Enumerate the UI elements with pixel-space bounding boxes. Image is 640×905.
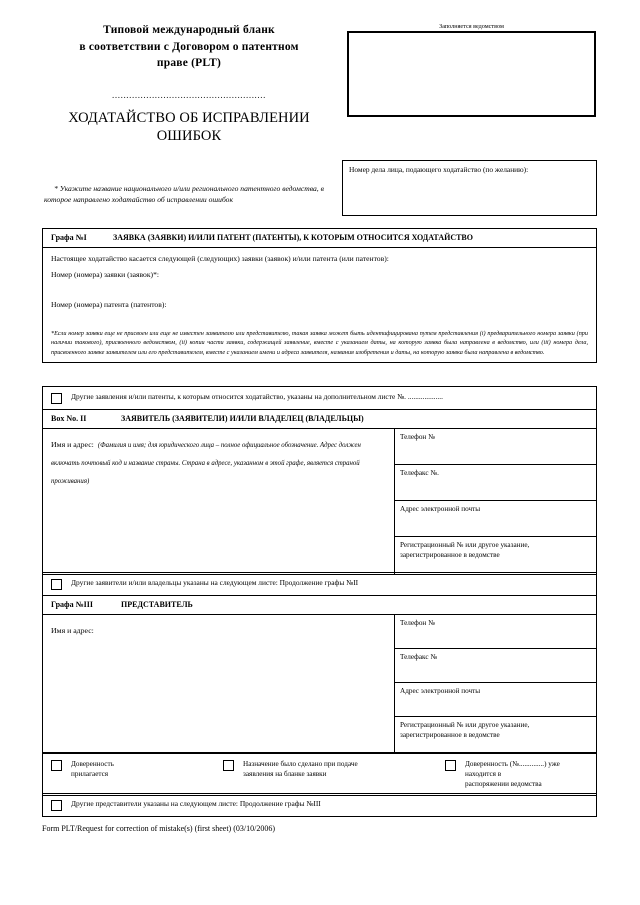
- title-line-2: в соответствии с Договором о патентном: [79, 40, 299, 53]
- appointment-in-request-option[interactable]: [215, 753, 437, 795]
- box-2: [42, 409, 597, 575]
- office-use-box[interactable]: [347, 31, 596, 117]
- applicant-email-field[interactable]: [395, 501, 596, 537]
- page-title: [44, 22, 334, 72]
- applicant-registration-field[interactable]: [395, 537, 596, 574]
- checkbox-appointment-in-request-label: [243, 759, 358, 779]
- applicant-name-address-hint: (Фамилия и имя; для юридического лица – полное официальное обозначение. Адрес должен включать почтовый код и название страны. Страна в адресе, указанном в этой графе, является страной проживания): [51, 441, 361, 485]
- header-footnote: * Укажите название национального и/или регионального патентного ведомства, в которое направлено ходатайство об исправлении ошибок: [44, 184, 324, 205]
- power-attached-line-1: Доверенность: [71, 760, 114, 768]
- applicant-phone-field[interactable]: [395, 429, 596, 465]
- box-1-other-applications-row[interactable]: [43, 387, 596, 409]
- box-1-header: [43, 229, 596, 248]
- applicant-name-address-field[interactable]: [43, 429, 395, 574]
- appointment-line-1: Назначение было сделано при подаче: [243, 760, 358, 768]
- box-3-other-representatives-row[interactable]: [43, 794, 596, 816]
- box-1: [42, 228, 597, 363]
- file-number-label: Номер дела лица, подающего ходатайство (по желанию):: [349, 165, 529, 174]
- checkbox-other-applicants-label: Другие заявители и/или владельцы указаны на следующем листе: Продолжение графы №II: [71, 578, 359, 587]
- checkbox-appointment-in-request[interactable]: [223, 760, 234, 771]
- box-1-intro: Настоящее ходатайство касается следующей (следующих) заявки (заявок) и/или патента (или патентов):: [51, 253, 389, 263]
- subtitle-line-1: ХОДАТАЙСТВО ОБ ИСПРАВЛЕНИИ: [68, 110, 310, 127]
- box-2-header: [43, 410, 596, 429]
- representative-email-field[interactable]: [395, 683, 596, 717]
- representative-registration-label: Регистрационный № или другое указание, зарегистрированное в ведомстве: [400, 720, 530, 740]
- representative-name-address-field[interactable]: [43, 615, 395, 753]
- checkbox-other-applicants[interactable]: [51, 579, 62, 590]
- representative-phone-field[interactable]: [395, 615, 596, 649]
- patent-number-field[interactable]: [43, 299, 596, 325]
- office-box-caption: [347, 24, 596, 30]
- appointment-line-2: заявления на бланке заявки: [243, 770, 327, 779]
- representative-name-address-label: Имя и адрес:: [51, 625, 94, 635]
- checkbox-other-applications[interactable]: [51, 393, 62, 404]
- applicant-fax-label: Телефакс №.: [400, 468, 439, 477]
- title-line-1: Типовой международный бланк: [103, 24, 275, 36]
- representative-contact-fields: [395, 615, 596, 753]
- box-3-body: [43, 615, 596, 753]
- representative-phone-label: Телефон №: [400, 618, 435, 627]
- power-on-file-line-2: распоряжении ведомства: [465, 780, 542, 789]
- applicant-contact-fields: [395, 429, 596, 574]
- applicant-registration-label: Регистрационный № или другое указание, зарегистрированное в ведомстве: [400, 540, 530, 560]
- power-on-file-option[interactable]: [437, 753, 596, 795]
- office-name-dotted-line: ......................................................: [112, 90, 266, 101]
- box-3: [42, 595, 597, 754]
- checkbox-power-attached-label: [71, 759, 114, 779]
- office-box-caption-text: Заполняется ведомством: [421, 23, 522, 30]
- power-of-attorney-options: [43, 753, 596, 795]
- title-line-3: праве (PLT): [156, 57, 222, 70]
- file-number-box[interactable]: [342, 160, 597, 216]
- box-2-other-applicants-row[interactable]: [43, 573, 596, 595]
- box-1-number: Графа №I: [51, 233, 87, 242]
- power-of-attorney-row: [42, 752, 597, 796]
- application-number-label: Номер (номера) заявки (заявок)*:: [51, 270, 159, 280]
- representative-fax-field[interactable]: [395, 649, 596, 683]
- representative-registration-field[interactable]: [395, 717, 596, 753]
- subtitle-line-2: ОШИБОК: [156, 128, 222, 145]
- applicant-email-label: Адрес электронной почты: [400, 504, 481, 513]
- box-2-continuation-row: [42, 572, 597, 596]
- document-subtitle: [44, 109, 334, 145]
- patent-number-label: Номер (номера) патента (патентов):: [51, 300, 167, 310]
- checkbox-other-representatives-label: Другие представители указаны на следующем листе: Продолжение графы №III: [71, 799, 321, 808]
- application-number-field[interactable]: [43, 269, 596, 299]
- box-2-number: Box No. II: [51, 414, 87, 423]
- document-footer: Form PLT/Request for correction of mistake(s) (first sheet) (03/10/2006): [42, 824, 275, 833]
- checkbox-power-on-file[interactable]: [445, 760, 456, 771]
- power-attached-option[interactable]: [43, 753, 215, 795]
- checkbox-power-attached[interactable]: [51, 760, 62, 771]
- box-1-title: ЗАЯВКА (ЗАЯВКИ) И/ИЛИ ПАТЕНТ (ПАТЕНТЫ), К КОТОРЫМ ОТНОСИТСЯ ХОДАТАЙСТВО: [113, 233, 473, 242]
- power-attached-line-2: прилагается: [71, 770, 109, 779]
- applicant-phone-label: Телефон №: [400, 432, 435, 441]
- applicant-fax-field[interactable]: [395, 465, 596, 501]
- box-3-header: [43, 596, 596, 615]
- checkbox-power-on-file-label: [465, 759, 592, 789]
- box-2-body: [43, 429, 596, 574]
- box-1-footnote: *Если номер заявки еще не присвоен или еще не известен заявителю или представителю, такая заявка может быть идентифицирована путем представления (i) предварительного номера заявки (при наличии такового), присвоенного ведомством, (ii) копии части заявки, содержащей заявление, вместе с указанием даты, на которую заявка была направлена в ведомство, или (iii) номера дела, присвоенного заявке заявителем или его представителем, вместе с указанием имени и адреса заявителя, названия изобретения и даты, на которую заявка была направлена в ведомство.: [51, 329, 588, 356]
- box-3-continuation-row: [42, 793, 597, 817]
- box-3-title: ПРЕДСТАВИТЕЛЬ: [121, 600, 193, 609]
- representative-fax-label: Телефакс №: [400, 652, 438, 661]
- document-header: [44, 22, 334, 145]
- applicant-name-address-label: Имя и адрес:: [51, 439, 94, 449]
- checkbox-other-representatives[interactable]: [51, 800, 62, 811]
- box-2-title: ЗАЯВИТЕЛЬ (ЗАЯВИТЕЛИ) И/ИЛИ ВЛАДЕЛЕЦ (ВЛАДЕЛЬЦЫ): [121, 414, 364, 423]
- representative-email-label: Адрес электронной почты: [400, 686, 481, 695]
- box-3-number: Графа №III: [51, 600, 93, 609]
- box-1-continuation-row: [42, 386, 597, 410]
- checkbox-other-applications-label: Другие заявления и/или патенты, к которым относится ходатайство, указаны на дополнительном листе №. ...................: [71, 392, 443, 401]
- power-on-file-line-1: Доверенность (№..............) уже находится в: [465, 760, 560, 779]
